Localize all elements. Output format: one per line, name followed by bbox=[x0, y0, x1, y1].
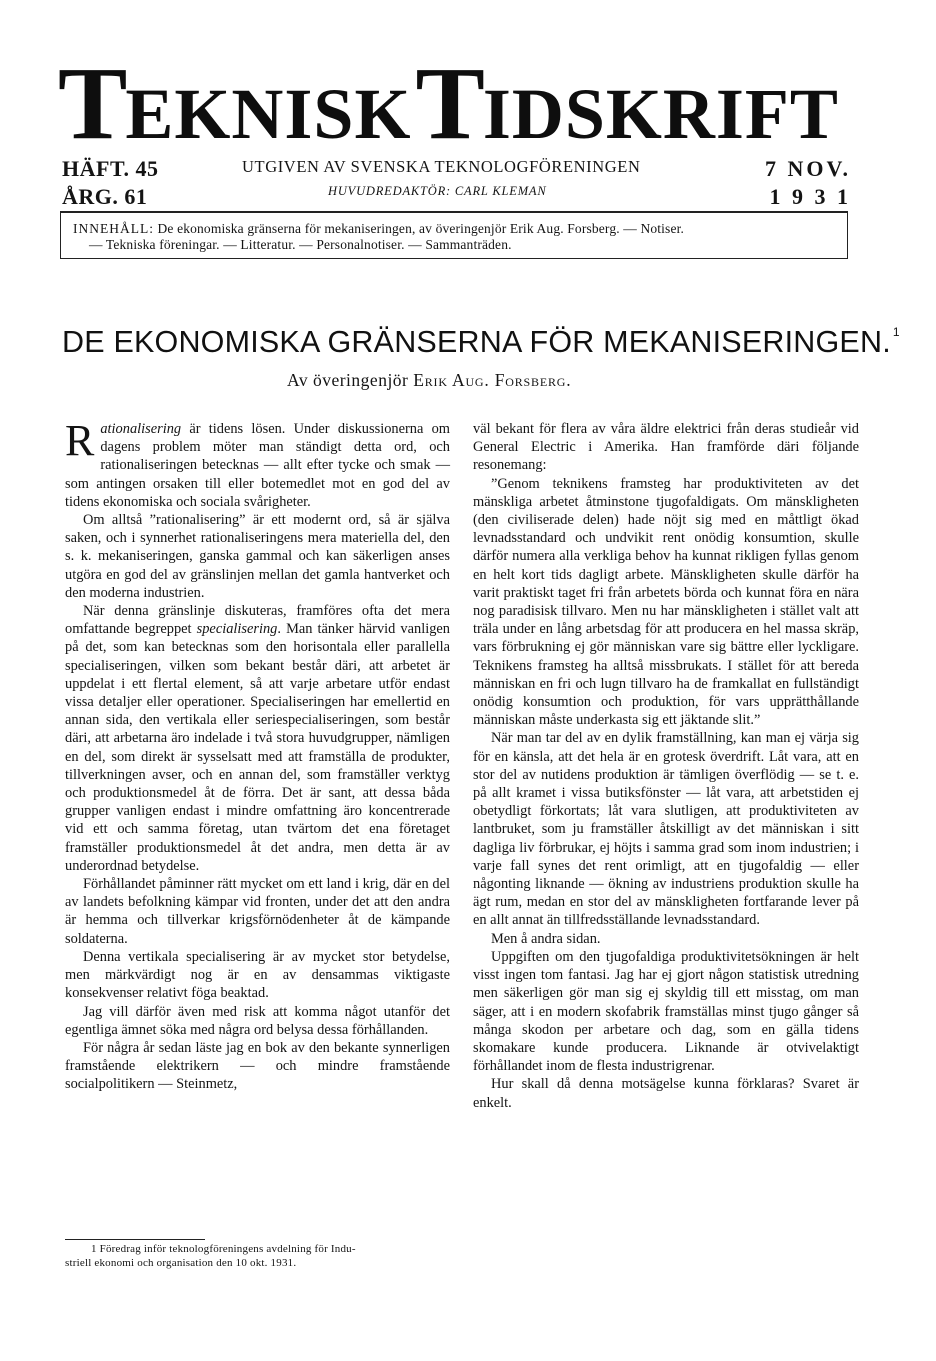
article-title bbox=[62, 325, 900, 360]
lead-italic: ationalisering bbox=[100, 421, 182, 437]
paragraph bbox=[65, 416, 450, 511]
byline-prefix: Av överingenjör bbox=[287, 370, 409, 390]
paragraph bbox=[65, 602, 450, 875]
paragraph: När man tar del av en dylik framställning, kan man ej värja sig för en känsla, att det hela är en grotesk överdrift. Låt vara, att en stor del av nutidens produktion är tämligen överflödig — se t. e. på allt kramet i vissa butiksfönster — låt vara, att arbetstiden ej obetydligt förkortats; låt vara slutligen, att produktiviteten av lantbruket, som ju framställer åtskilligt av det människan i sitt dagliga liv förbrukar, ej höjts i samma grad som inom industrien; i varje fall synes det rent orimligt, att en tjugofaldig — eller någonting liknande — ökning av industriens produktion skulle ha ägt rum, medan en stor del av mänskligheten fortfarande lever på en allt annat än tillfredsställande levnadsstandard. bbox=[473, 730, 859, 929]
issue-haft: HÄFT. 45 bbox=[62, 156, 159, 181]
masthead-initial-t: T bbox=[58, 46, 126, 161]
right-column bbox=[473, 420, 859, 1112]
paragraph: ”Genom teknikens framsteg har produktiviteten av det mänskliga arbetet åtminstone tjugofaldigats. Om mänskligheten (den civiliserade delen) hade nöjt sig med en måttligt ökad levnadsstandard och undvikit rent onödig konsumtion, skulle därför numera alla verkliga behov ha kunnat rikligen fyllas genom en helt kort tids dagligt arbete. Mänskligheten skulle därför ha varit praktiskt taget fri från arbetets börda och kunnat föra en nära nog paradisisk tillvaro. Men nu har mänskligheten i stället valt att träla under en lång arbetsdag för att producera en hel massa skräp, vars förbrukning ej gör människan vare sig bättre eller lyckligare. Teknikens framsteg ha alltså missbrukats. I stället för att bereda människan en fri och lugn tillvaro ha de framkallat en fullständigt onödig konsumtion och produktion, för vars upprätthållande människan måste underkasta sig ett jäktande slit.” bbox=[473, 475, 859, 729]
footnote-line-1: 1 Föredrag inför teknologföreningens avdelning för Indu- bbox=[91, 1243, 356, 1255]
issue-arg: ÅRG. 61 bbox=[62, 184, 148, 209]
lead-text: är tidens lösen. Under diskussionerna om dagens problem möter man ständigt detta ord, och rationaliseringen betecknas — allt efter tycke och smak — som antingen orsaken till eller botemedlet mot en god del av tidens ekonomiska och sociala svårigheter. bbox=[65, 421, 450, 510]
paragraph: Uppgiften om den tjugofaldiga produktivitetsökningen är helt visst ingen tom fantasi. Jag har ej gjort någon statistisk utredning men säkerligen gör man sig ej skyldig till ett misstag, om man säger, att i en modern skofabrik framställas minst tjugo gånger så många skodon per arbetare och dag, som en gälla tidens skomakare kunde producera. Liknande är otvivelaktigt förhållandet inom de flesta industrigrenar. bbox=[473, 948, 859, 1075]
article-title-text: DE EKONOMISKA GRÄNSERNA FÖR MEKANISERINGEN. bbox=[62, 325, 891, 359]
paragraph: Om alltså ”rationalisering” är ett modernt ord, så är själva saken, och i synnerhet rationaliseringens mera materiella del, den s. k. mekaniseringen, ganska gammal och kan säkerligen anses utgöra en god del av gränslinjen mellan det gamla hantverket och den moderna industrien. bbox=[65, 512, 450, 601]
drop-cap: R bbox=[65, 416, 95, 465]
footnote bbox=[65, 1242, 457, 1270]
publisher-line: UTGIVEN AV SVENSKA TEKNOLOGFÖRENINGEN bbox=[242, 157, 641, 176]
paragraph: Förhållandet påminner rätt mycket om ett land i krig, där en del av landets befolkning kämpar vid fronten, under det att den andra är hemma och tillverkar krigsförnödenheter åt de kämpande soldaterna. bbox=[65, 876, 450, 947]
paragraph: För några år sedan läste jag en bok av den bekante synnerligen framstående elektrikern — och mindre framstående socialpolitikern — Steinmetz, bbox=[65, 1039, 450, 1093]
contents-label: INNEHÅLL: bbox=[73, 221, 154, 236]
issue-number bbox=[62, 155, 158, 211]
paragraph: väl bekant för flera av våra äldre elektrici från deras studieår vid General Electric i Amerika. Han framförde däri följande resonemang: bbox=[473, 421, 859, 474]
editor-line: HUVUDREDAKTÖR: CARL KLEMAN bbox=[328, 184, 547, 198]
issue-day: 7 NOV. bbox=[764, 156, 851, 181]
spec-text-2: . Man tänker härvid vanligen på det, som kan betecknas som den horisontala eller parallella specialiseringen, vilken som bekant består däri, att arbetet är uppdelat i ett flertal element, så att varje arbetare utför endast vissa detaljer eller operationer. Specialiseringen har emellertid en annan sida, den vertikala eller seriespecialiseringen, som består däri, att arbetarna äro indelade i två stora huvudgrupper, nämligen en del, som direkt är sysselsatt med att framställa de produkter, tillverkningen avser, och en annan del, som framställer verktyg och produktionsmedel åt de förra. Det är sant, att dessa båda grupper vanligen endast i mindre omfattning äro koncentrerade vid ett och samma företag, utan tvärtom det ena företaget framställer produktionsmedel åt det andra, men detta är av underordnad betydelse. bbox=[65, 621, 450, 874]
article-byline bbox=[287, 370, 571, 391]
footnote-rule bbox=[65, 1239, 205, 1240]
spec-text-1: När denna gränslinje diskuteras, framföres ofta det mera omfattande begreppet bbox=[65, 603, 450, 638]
contents-line-2: — Tekniska föreningar. — Litteratur. — Personalnotiser. — Sammanträden. bbox=[89, 237, 512, 252]
paragraph: Denna vertikala specialisering är av mycket stor betydelse, men märkvärdigt nog är en av densammas viktigaste konsekvenser relativt föga beaktad. bbox=[65, 948, 450, 1002]
paragraph: Men å andra sidan. bbox=[491, 930, 601, 947]
paragraph: Jag vill därför även med risk att komma något utanför det egentliga ämnet söka med några ord belysa dessa förhållanden. bbox=[65, 1003, 450, 1038]
paragraph: Hur skall då denna motsägelse kunna förklaras? Svaret är enkelt. bbox=[473, 1076, 859, 1111]
contents-line-1 bbox=[73, 221, 839, 237]
contents-text-1: De ekonomiska gränserna för mekaniseringen, av överingenjör Erik Aug. Forsberg. — Notiser. bbox=[157, 221, 685, 236]
contents-box bbox=[60, 211, 848, 259]
title-footnote-mark: 1 bbox=[892, 325, 900, 339]
issue-date bbox=[757, 155, 851, 211]
issue-year: 1 9 3 1 bbox=[769, 184, 851, 209]
byline-name: Erik Aug. Forsberg. bbox=[413, 370, 572, 390]
footnote-line-2: striell ekonomi och organisation den 10 okt. 1931. bbox=[65, 1257, 297, 1269]
masthead-initial-t2: T bbox=[415, 46, 483, 161]
masthead-word-idskrift: IDSKRIFT bbox=[482, 74, 839, 154]
masthead-title bbox=[58, 46, 858, 161]
spec-italic: specialisering bbox=[196, 621, 278, 638]
left-column bbox=[65, 416, 450, 1094]
masthead-word-eknisk: EKNISK bbox=[125, 74, 412, 154]
